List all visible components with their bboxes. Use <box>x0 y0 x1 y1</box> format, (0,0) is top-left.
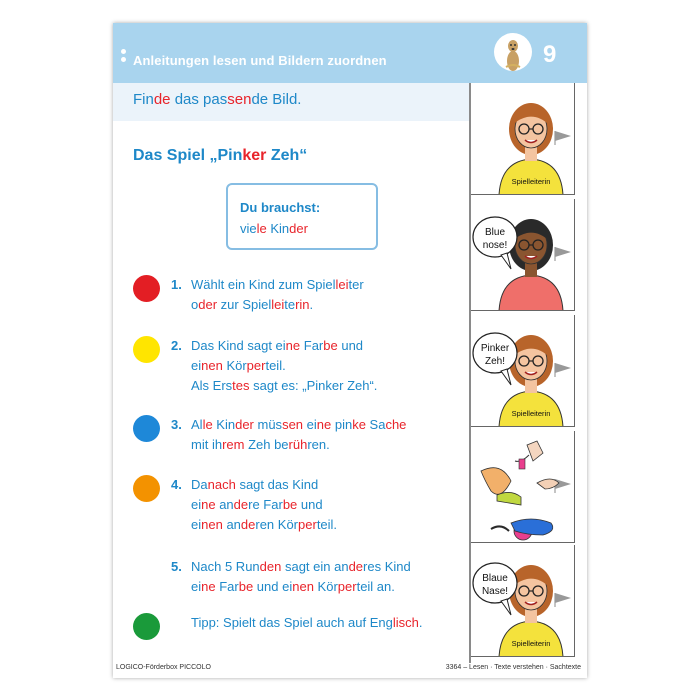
syllable: . <box>418 615 423 630</box>
syllable: re Far <box>248 497 283 512</box>
syllable: Kin <box>266 221 290 236</box>
syllable: sagt es: „Pin <box>249 378 326 393</box>
syllable: che <box>385 417 407 432</box>
step-line <box>191 435 406 455</box>
syllable: sagt das Kind <box>235 477 319 492</box>
syllable: nach <box>207 477 236 492</box>
syllable: Far <box>215 579 239 594</box>
flag-icon <box>555 247 571 261</box>
syllable: rin <box>295 297 310 312</box>
step-line <box>191 577 411 597</box>
syllable: Da <box>191 477 208 492</box>
shirt-label: Spielleiterin <box>511 639 551 648</box>
syllable: müs <box>253 417 283 432</box>
syllable: ei <box>191 497 202 512</box>
syllable: o <box>191 297 199 312</box>
header-bar <box>113 23 587 83</box>
syllable: Sa <box>365 417 386 432</box>
syllable: ne <box>201 579 216 594</box>
shirt-label: Spielleiterin <box>511 409 551 418</box>
syllable: nen <box>201 517 223 532</box>
syllable: und <box>297 497 323 512</box>
syllable: der <box>289 221 308 236</box>
step-line <box>191 336 377 356</box>
syllable: le <box>202 417 213 432</box>
syllable: lei <box>271 297 285 312</box>
speech-bubble <box>473 333 517 385</box>
syllable: ne <box>201 497 216 512</box>
step-line <box>191 475 337 495</box>
step-text <box>191 613 423 633</box>
syllable: das pas <box>170 91 228 108</box>
speech-bubble <box>473 217 517 269</box>
syllable: Zeh“ <box>266 147 308 164</box>
syllable: de <box>348 559 364 574</box>
color-dot-icon <box>133 336 160 363</box>
syllable: teil. <box>316 517 338 532</box>
syllable: Kin <box>212 417 236 432</box>
bubble-line-1: Pinker <box>480 343 510 354</box>
shirt-label: Spielleiterin <box>511 177 551 186</box>
syllable: ei <box>191 517 202 532</box>
syllable: res Kind <box>363 559 411 574</box>
step-line <box>191 376 377 396</box>
syllable: ne <box>285 338 301 353</box>
picture-panel[interactable] <box>471 199 575 311</box>
syllable: teil an. <box>356 579 395 594</box>
step-text <box>191 557 411 597</box>
page-number: 9 <box>543 41 557 68</box>
syllable: ei <box>191 579 202 594</box>
step-line <box>191 295 364 315</box>
syllable: . <box>309 297 314 312</box>
step-line <box>191 515 337 535</box>
syllable: ei <box>303 417 317 432</box>
materials-box <box>226 183 378 250</box>
footer-left: LOGICO-Förderbox PICCOLO <box>116 664 211 671</box>
picture-panel[interactable] <box>471 545 575 657</box>
step-number: 4. <box>171 477 182 492</box>
syllable: und <box>337 338 364 353</box>
syllable: de <box>233 497 249 512</box>
syllable: te <box>284 297 296 312</box>
syllable: ne <box>316 417 332 432</box>
syllable: Nach 5 Run <box>191 559 260 574</box>
step-text <box>191 336 377 396</box>
picture-panel[interactable] <box>471 315 575 427</box>
syllable: mit ih <box>191 437 223 452</box>
syllable: Kör <box>313 579 338 594</box>
syllable: ei <box>191 358 202 373</box>
syllable: le <box>256 221 267 236</box>
syllable: lei <box>335 277 349 292</box>
syllable: ker <box>325 378 344 393</box>
syllable: an <box>215 497 234 512</box>
step-line <box>191 613 423 633</box>
syllable: der <box>235 417 254 432</box>
color-dot-icon <box>133 613 160 640</box>
syllable: de Bild. <box>251 91 302 108</box>
step-number: 1. <box>171 277 182 292</box>
syllable: nen <box>201 358 223 373</box>
syllable: ter <box>348 277 364 292</box>
syllable: Als Ers <box>191 378 233 393</box>
syllable: Kör <box>222 358 247 373</box>
syllable: rüh <box>288 437 308 452</box>
syllable: ker <box>242 147 267 164</box>
speech-bubble <box>473 563 517 615</box>
syllable: teil. <box>265 358 286 373</box>
syllable: ke <box>352 417 366 432</box>
syllable: Fin <box>133 91 154 108</box>
syllable: rem <box>222 437 245 452</box>
bubble-line-2: Nase! <box>481 586 509 597</box>
syllable: Das Kind sagt ei <box>191 338 286 353</box>
step-text <box>191 415 406 455</box>
syllable: Tipp: Spielt das Spiel auch auf Eng <box>191 615 393 630</box>
syllable: be <box>282 497 298 512</box>
instruction-text <box>133 91 301 108</box>
game-title <box>133 147 307 165</box>
bubble-line-2: Zeh! <box>484 356 506 367</box>
flag-icon <box>555 593 571 607</box>
header-title: Anleitungen lesen und Bildern zuordnen <box>133 53 387 68</box>
syllable: sen <box>282 417 304 432</box>
syllable: lisch <box>392 615 419 630</box>
bubble-line-1: Blaue <box>482 573 508 584</box>
syllable: Das Spiel „Pin <box>133 147 243 164</box>
syllable: Zeh“. <box>343 378 378 393</box>
step-line <box>191 356 377 376</box>
color-dot-icon <box>133 475 160 502</box>
syllable: Zeh be <box>244 437 289 452</box>
step-line <box>191 495 337 515</box>
header-bullets-icon <box>121 49 127 65</box>
syllable: pin <box>331 417 353 432</box>
materials-value <box>240 221 308 236</box>
syllable: de <box>153 91 171 108</box>
step-line <box>191 557 411 577</box>
syllable: zur Spiel <box>217 297 272 312</box>
step-line <box>191 415 406 435</box>
flag-icon <box>555 363 571 377</box>
color-dot-icon <box>133 415 160 442</box>
syllable: Far <box>300 338 324 353</box>
syllable: per <box>246 358 266 373</box>
syllable: per <box>337 579 357 594</box>
syllable: den <box>259 559 282 574</box>
syllable: tes <box>232 378 250 393</box>
flag-icon <box>555 479 571 493</box>
feet-and-objects-icon <box>481 441 559 540</box>
syllable: sagt ein an <box>281 559 349 574</box>
step-text <box>191 275 364 315</box>
step-number: 2. <box>171 338 182 353</box>
worksheet-card <box>113 23 587 678</box>
syllable: ren. <box>307 437 330 452</box>
syllable: de <box>240 517 256 532</box>
syllable: vie <box>240 221 257 236</box>
footer-right: 3364 – Lesen · Texte verstehen · Sachtexte <box>445 664 581 671</box>
syllable: der <box>198 297 218 312</box>
bubble-line-1: Blue <box>484 227 506 238</box>
syllable: sen <box>227 91 252 108</box>
picture-panel[interactable] <box>471 83 575 195</box>
syllable: per <box>298 517 317 532</box>
syllable: und ei <box>253 579 293 594</box>
syllable: Wählt ein Kind zum Spiel <box>191 277 336 292</box>
syllable: nen <box>292 579 314 594</box>
syllable: ren Kör <box>255 517 299 532</box>
step-number: 5. <box>171 559 182 574</box>
step-text <box>191 475 337 535</box>
syllable: be <box>238 579 254 594</box>
flag-icon <box>555 131 571 145</box>
syllable: be <box>323 338 338 353</box>
step-number: 3. <box>171 417 182 432</box>
bubble-line-2: nose! <box>482 240 508 251</box>
materials-heading: Du brauchst: <box>240 200 321 215</box>
step-line <box>191 275 364 295</box>
color-dot-icon <box>133 275 160 302</box>
picture-panel[interactable] <box>471 431 575 543</box>
syllable: an <box>222 517 241 532</box>
meerkat-icon <box>494 33 532 71</box>
syllable: Al <box>191 417 203 432</box>
